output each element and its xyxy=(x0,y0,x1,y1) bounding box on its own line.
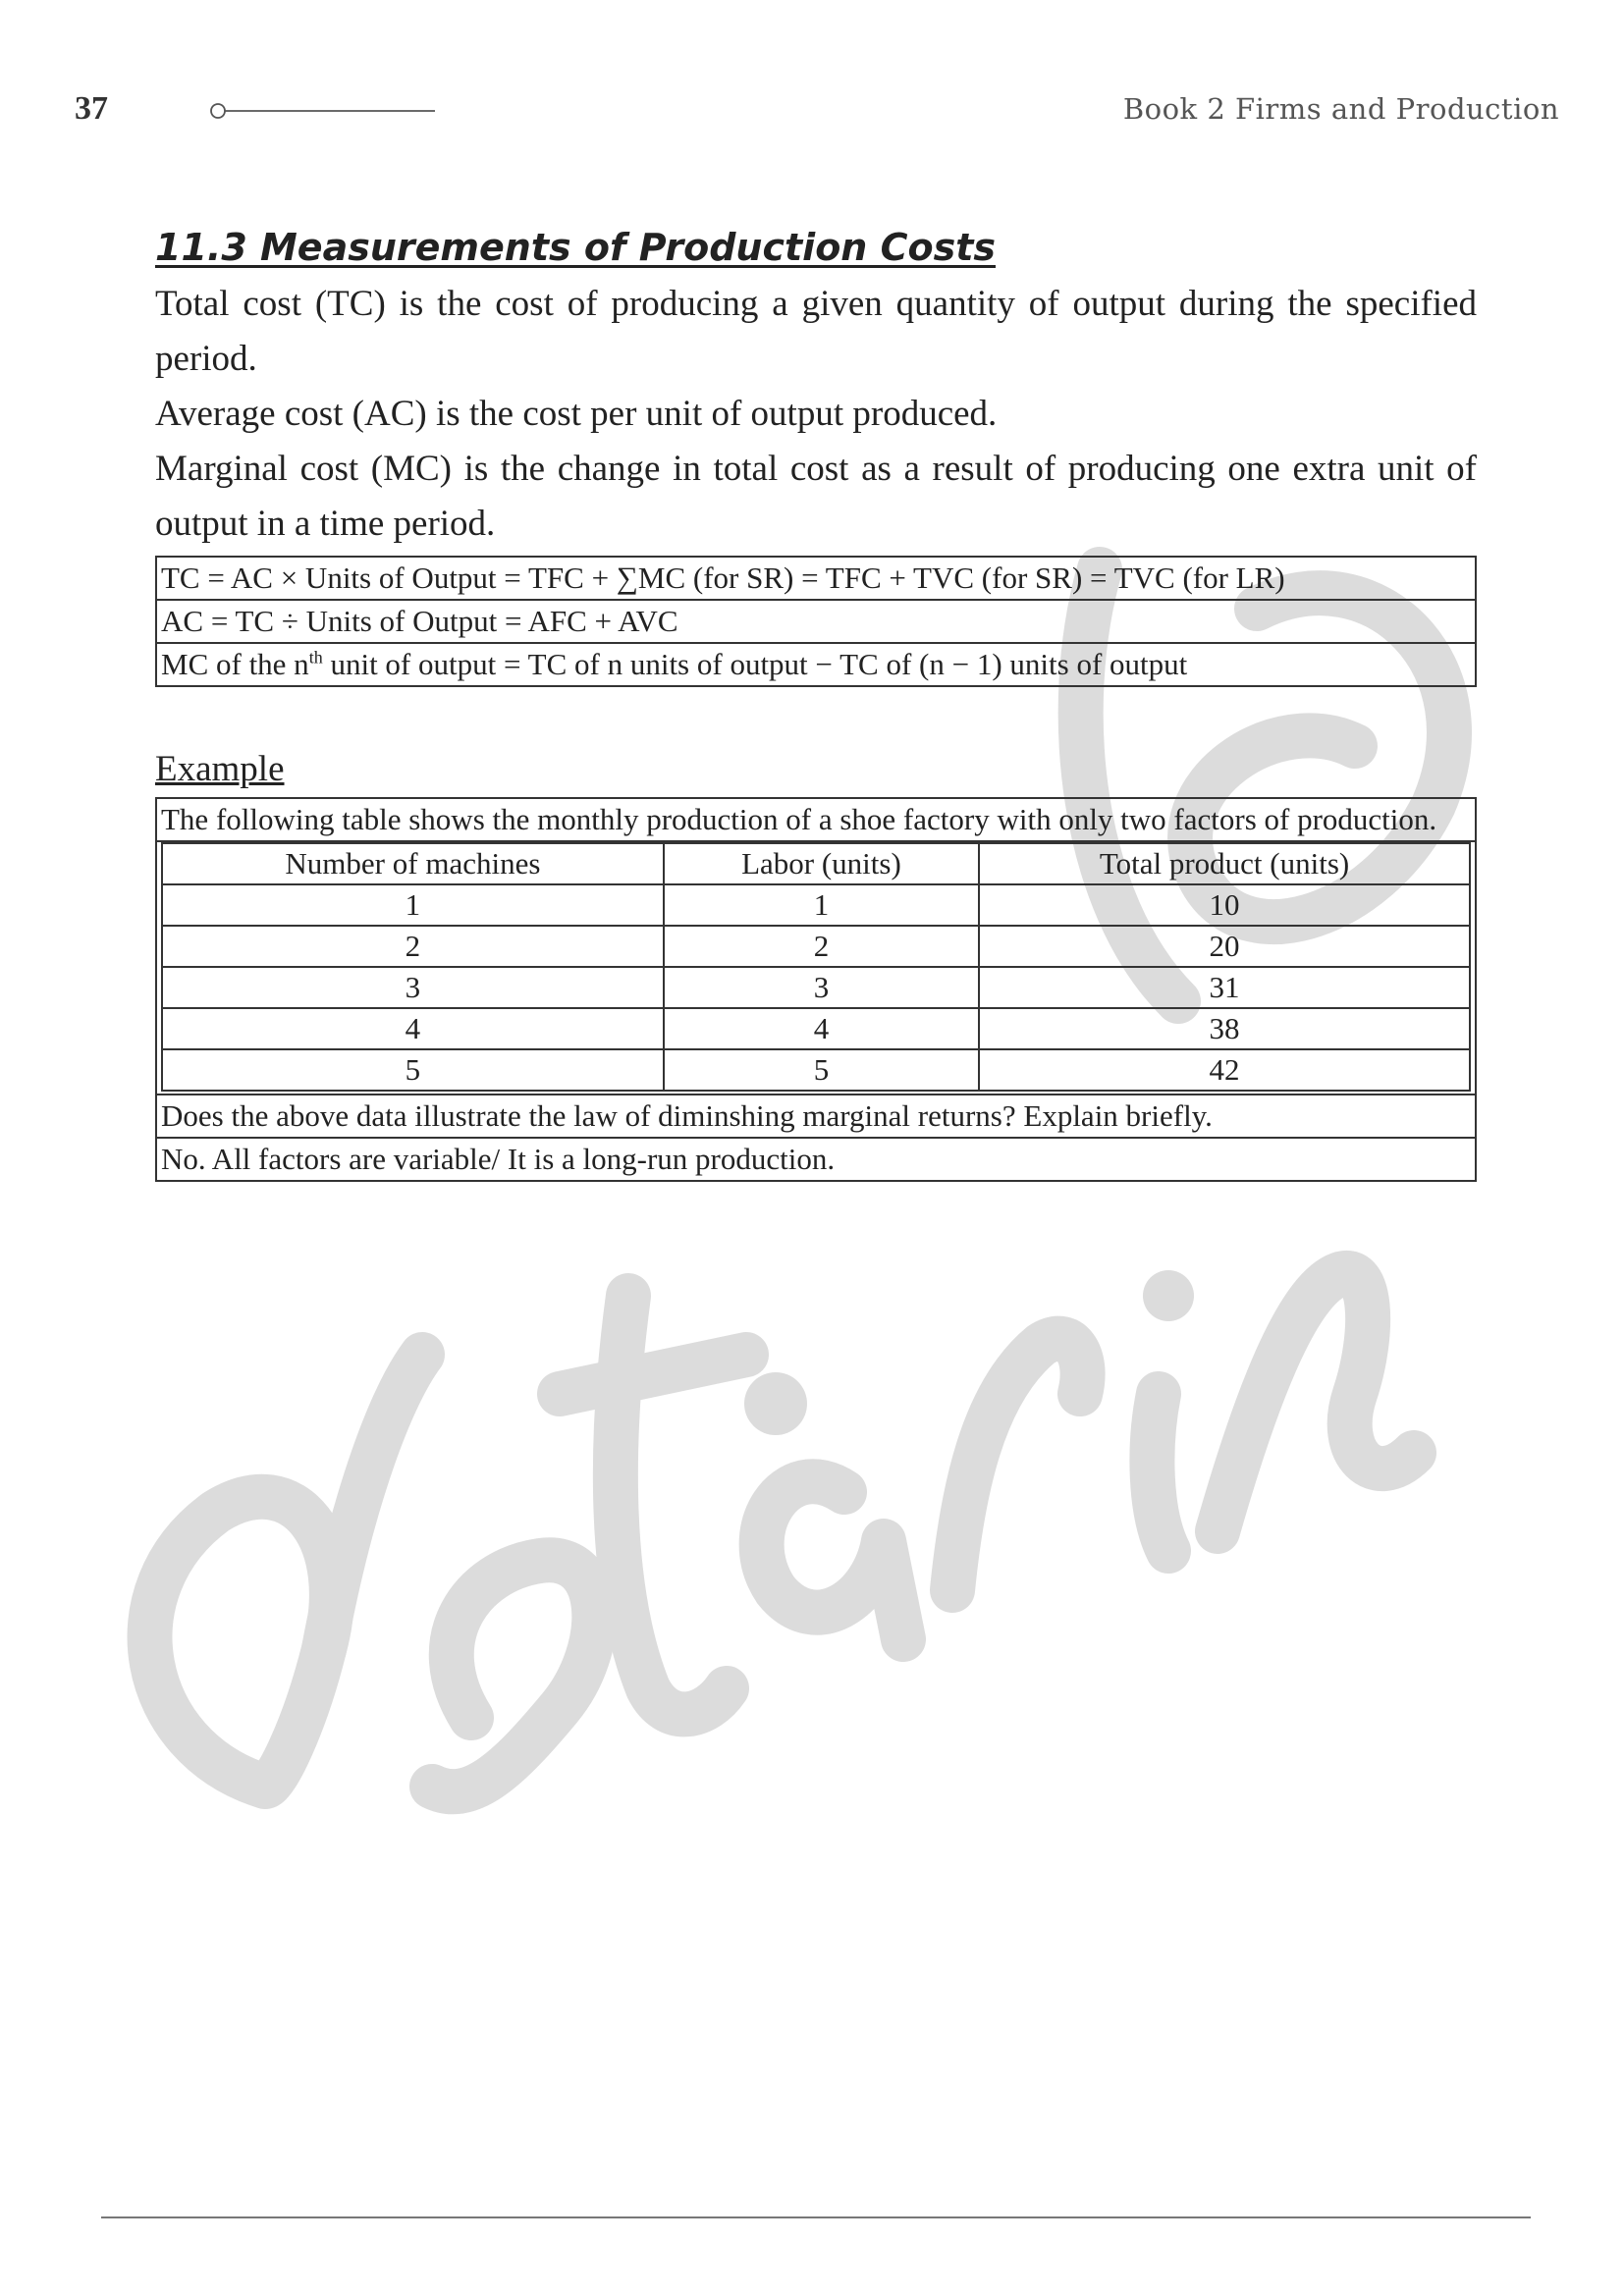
column-header-total-product: Total product (units) xyxy=(979,843,1470,884)
page-content xyxy=(155,224,1477,1182)
formula-mc-superscript: th xyxy=(308,647,323,667)
column-header-machines: Number of machines xyxy=(162,843,664,884)
table-cell: 20 xyxy=(979,926,1470,967)
table-cell: 1 xyxy=(664,884,979,926)
example-box xyxy=(155,797,1477,1182)
table-cell: 5 xyxy=(664,1049,979,1091)
formula-tc: TC = AC × Units of Output = TFC + ∑MC (for SR) = TFC + TVC (for SR) = TVC (for LR) xyxy=(156,557,1476,600)
table-row xyxy=(162,884,1470,926)
table-cell: 4 xyxy=(664,1008,979,1049)
section-heading: 11.3 Measurements of Production Costs xyxy=(155,226,996,269)
example-answer: No. All factors are variable/ It is a long-run production. xyxy=(156,1138,1476,1181)
formula-mc xyxy=(156,643,1476,686)
definition-tc: Total cost (TC) is the cost of producing a given quantity of output during the specified period. xyxy=(155,284,1477,379)
table-cell: 5 xyxy=(162,1049,664,1091)
formula-table xyxy=(155,556,1477,687)
formula-mc-prefix: MC of the n xyxy=(161,647,309,681)
table-cell: 38 xyxy=(979,1008,1470,1049)
table-row xyxy=(162,1049,1470,1091)
table-cell: 10 xyxy=(979,884,1470,926)
table-cell: 2 xyxy=(162,926,664,967)
definition-ac: Average cost (AC) is the cost per unit of output produced. xyxy=(155,394,998,434)
table-cell: 2 xyxy=(664,926,979,967)
example-data-cell xyxy=(156,841,1476,1095)
example-label: Example xyxy=(155,749,285,789)
table-row xyxy=(162,967,1470,1008)
production-table xyxy=(161,842,1471,1092)
table-row xyxy=(162,1008,1470,1049)
table-row xyxy=(162,926,1470,967)
example-question: Does the above data illustrate the law of diminshing marginal returns? Explain briefly. xyxy=(156,1095,1476,1138)
table-cell: 31 xyxy=(979,967,1470,1008)
formula-mc-suffix: unit of output = TC of n units of output − TC of (n − 1) units of output xyxy=(322,647,1188,681)
table-cell: 4 xyxy=(162,1008,664,1049)
example-intro: The following table shows the monthly production of a shoe factory with only two factors of production. xyxy=(156,798,1476,841)
header-rule-icon xyxy=(209,101,435,121)
table-cell: 3 xyxy=(162,967,664,1008)
page-number: 37 xyxy=(75,90,108,127)
footer-rule xyxy=(101,2216,1531,2218)
table-cell: 1 xyxy=(162,884,664,926)
formula-ac: AC = TC ÷ Units of Output = AFC + AVC xyxy=(156,600,1476,643)
column-header-labor: Labor (units) xyxy=(664,843,979,884)
table-cell: 3 xyxy=(664,967,979,1008)
table-cell: 42 xyxy=(979,1049,1470,1091)
definition-mc: Marginal cost (MC) is the change in total cost as a result of producing one extra unit of output in a time period. xyxy=(155,449,1477,544)
running-title: Book 2 Firms and Production xyxy=(1122,92,1559,126)
